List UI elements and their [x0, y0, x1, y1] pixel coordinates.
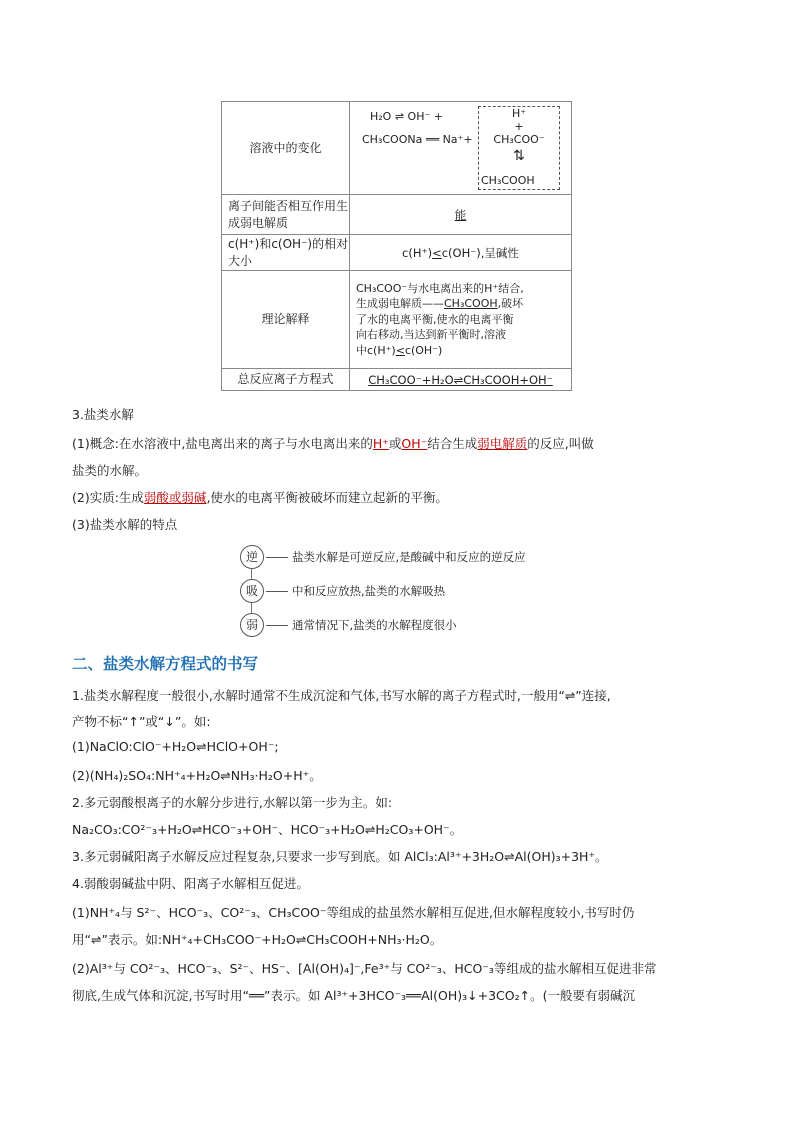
rule-4-1-line-2: 用“⇌”表示。如:NH⁺₄+CH₃COO⁻+H₂O⇌CH₃COOH+NH₃·H₂O。 [72, 932, 443, 947]
rule-1-line-2: 产物不标“↑”或“↓”。如: [72, 714, 211, 729]
example-carbonate: Na₂CO₃:CO²⁻₃+H₂O⇌HCO⁻₃+OH⁻、HCO⁻₃+H₂O⇌H₂CO₃+OH⁻。 [72, 822, 463, 837]
salt-ionization: CH₃COONa ══ Na⁺+ [362, 133, 473, 146]
example-naclo: (1)NaClO:ClO⁻+H₂O⇌HClO+OH⁻; [72, 739, 279, 754]
section-3-title: 3.盐类水解 [72, 407, 134, 422]
plus-sign: + [514, 120, 524, 133]
total-equation: CH₃COO⁻+H₂O⇌CH₃COOH+OH⁻ [368, 372, 553, 387]
row-label-interaction: 离子间能否相互作用生成弱电解质 [222, 195, 350, 235]
ionization-equations [350, 102, 571, 194]
h-ion: H⁺ [511, 107, 527, 120]
theory-explanation: CH₃COO⁻与水电离出来的H⁺结合, 生成弱电解质——CH₃COOH,破坏 了水的电离平衡,使水的电离平衡 向右移动,当达到新平衡时,溶液 中c(H⁺)<c(OH⁻) [350, 271, 572, 369]
feature-circle-weak: 弱 [240, 613, 264, 637]
hydrolysis-table [221, 101, 572, 391]
rule-4-2-line-2: 彻底,生成气体和沉淀,书写时用“══”表示。如 Al³⁺+3HCO⁻₃══Al(OH)₃↓+3CO₂↑。(一般要有弱碱沉 [72, 988, 635, 1003]
row-label-change: 溶液中的变化 [222, 102, 350, 195]
water-ionization: H₂O ⇌ OH⁻ + [370, 110, 443, 123]
feature-circle-endothermic: 吸 [240, 579, 264, 603]
rule-2: 2.多元弱酸根离子的水解分步进行,水解以第一步为主。如: [72, 795, 393, 810]
feature-text-endothermic: 中和反应放热,盐类的水解吸热 [292, 584, 446, 598]
features-title: (3)盐类水解的特点 [72, 517, 178, 532]
interaction-answer: 能 [454, 207, 467, 222]
row-label-concentration: c(H⁺)和c(OH⁻)的相对大小 [222, 235, 350, 271]
example-ammonium-sulfate: (2)(NH₄)₂SO₄:NH⁺₄+H₂O⇌NH₃·H₂O+H⁺。 [72, 768, 322, 783]
rule-4-2-line-1: (2)Al³⁺与 CO²⁻₃、HCO⁻₃、S²⁻、HS⁻、[Al(OH)₄]⁻,Fe³⁺与 CO²⁻₃、HCO⁻₃等组成的盐水解相互促进非常 [72, 961, 657, 976]
concentration-value: c(H⁺)<c(OH⁻),呈碱性 [350, 235, 572, 271]
row-label-theory: 理论解释 [222, 271, 350, 369]
acetic-acid: CH₃COOH [481, 174, 535, 187]
feature-circle-reversible: 逆 [240, 545, 264, 569]
concept-line: (1)概念:在水溶液中,盐电离出来的离子与水电离出来的H⁺或OH⁻结合生成弱电解质的反应,叫做 [72, 436, 594, 451]
essence-line: (2)实质:生成弱酸或弱碱,使水的电离平衡被破坏而建立起新的平衡。 [72, 490, 448, 505]
feature-text-weak: 通常情况下,盐类的水解程度很小 [292, 618, 457, 632]
rule-4-1-line-1: (1)NH⁺₄与 S²⁻、HCO⁻₃、CO²⁻₃、CH₃COO⁻等组成的盐虽然水解相互促进,但水解程度较小,书写时仍 [72, 905, 635, 920]
rule-1-line-1: 1.盐类水解程度一般很小,水解时通常不生成沉淀和气体,书写水解的离子方程式时,一般用“⇌”连接, [72, 688, 611, 703]
combination-box [478, 106, 560, 190]
section-2-heading: 二、盐类水解方程式的书写 [72, 655, 259, 673]
rule-4: 4.弱酸弱碱盐中阴、阳离子水解相互促进。 [72, 876, 309, 891]
rule-3: 3.多元弱碱阳离子水解反应过程复杂,只要求一步写到底。如 AlCl₃:Al³⁺+3H₂O⇌Al(OH)₃+3H⁺。 [72, 849, 608, 864]
concept-line-2: 盐类的水解。 [72, 463, 148, 478]
row-label-total-equation: 总反应离子方程式 [222, 369, 350, 391]
feature-text-reversible: 盐类水解是可逆反应,是酸碱中和反应的逆反应 [292, 550, 526, 564]
acetate-ion: CH₃COO⁻ [493, 133, 545, 146]
equilibrium-arrow-icon: ⇅ [513, 148, 525, 164]
hydrolysis-features-diagram [240, 545, 570, 637]
